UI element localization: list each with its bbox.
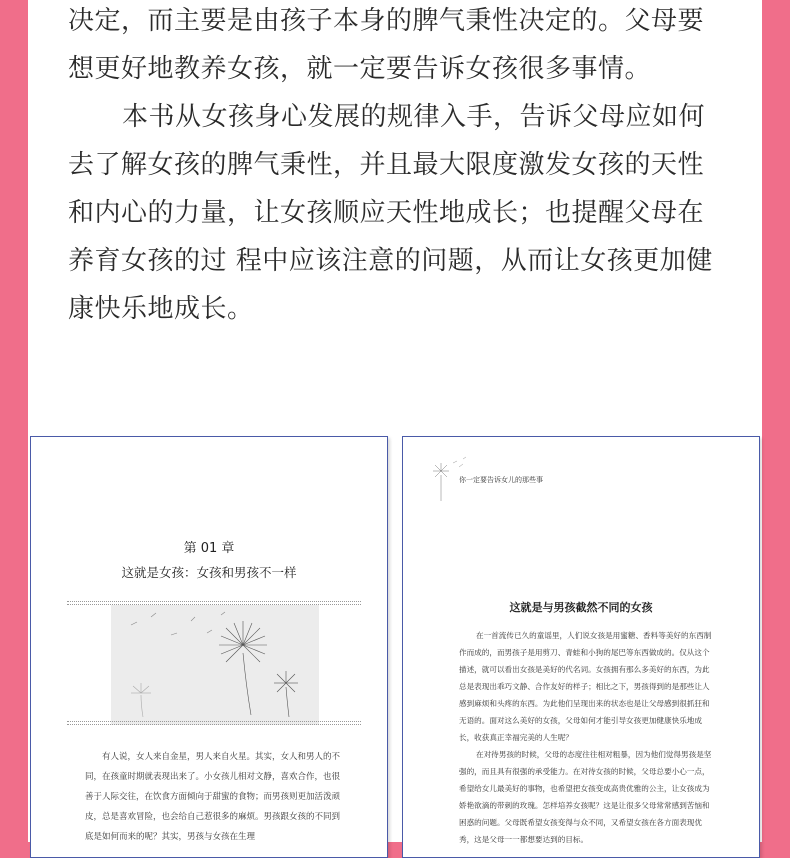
section-title: 这就是与男孩截然不同的女孩 [509, 601, 653, 614]
right-page-paragraph-1: 在一首流传已久的童谣里，人们说女孩是用蜜糖、香料等美好的东西制作而成的，而男孩子是用剪刀、青蛙和小狗的尾巴等东西做成的。仅从这个描述，就可以看出女孩是美好的代名词。女孩拥有那么多美好的东西，为此总是表现出乖巧文静、合作友好的样子；相比之下，男孩得到的是那些让人感到麻烦和头疼的东西。为此他们呈现出来的状态也是让父母感到很抓狂和无语的。面对这么美好的女孩，父母如何才能引导女孩更加健康快乐地成长，收获真正幸福完美的人生呢？ [459, 631, 712, 742]
chapter-title: 这就是女孩：女孩和男孩不一样 [121, 565, 297, 580]
book-page-left [30, 436, 388, 858]
dandelion-icon [111, 605, 319, 725]
dandelion-illustration [111, 605, 319, 725]
running-header: 你一定要告诉女儿的那些事 [459, 476, 543, 484]
book-page-right [402, 436, 760, 858]
intro-paragraph-2: 本书从女孩身心发展的规律入手，告诉父母应如何去了解女孩的脾气秉性，并且最大限度激发女孩的天性和内心的力量，让女孩顺应天性地成长；也提醒父母在养育女孩的过 程中应该注意的问题，从而让女孩更加健康快乐地成长。 [68, 102, 713, 324]
left-page-paragraph: 有人说，女人来自金星，男人来自火星。其实，女人和男人的不同，在孩童时期就表现出来了。小女孩儿相对文静，喜欢合作，也很善于人际交往，在饮食方面倾向于甜蜜的食物；而男孩则更加活泼顽皮，总是喜欢冒险，也会给自己惹很多的麻烦。男孩跟女孩的不同到底是如何而来的呢？其实，男孩与女孩在生理 [85, 752, 341, 842]
intro-paragraph-1: 决定，而主要是由孩子本身的脾气秉性决定的。父母要想更好地教养女孩，就一定要告诉女孩很多事情。 [68, 6, 705, 84]
chapter-number: 第 01 章 [183, 541, 235, 556]
left-page-body [85, 747, 347, 847]
intro-text [68, 0, 728, 333]
right-page-paragraph-2: 在对待男孩的时候，父母的态度往往相对粗暴，因为他们觉得男孩是坚强的，而且具有很强的承受能力。在对待女孩的时候，父母总要小心一点，希望给女儿最美好的事物，也希望把女孩变成高贵优雅的公主，让女孩成为娇艳欲滴的带刺的玫瑰。怎样培养女孩呢？这是让很多父母常常感到苦恼和困惑的问题。父母既希望女孩变得与众不同，又希望女孩在各方面表现优秀，这是父母一一都想要达到的目标。 [459, 750, 712, 844]
right-page-body [459, 627, 717, 848]
image-border-bottom [67, 721, 361, 725]
